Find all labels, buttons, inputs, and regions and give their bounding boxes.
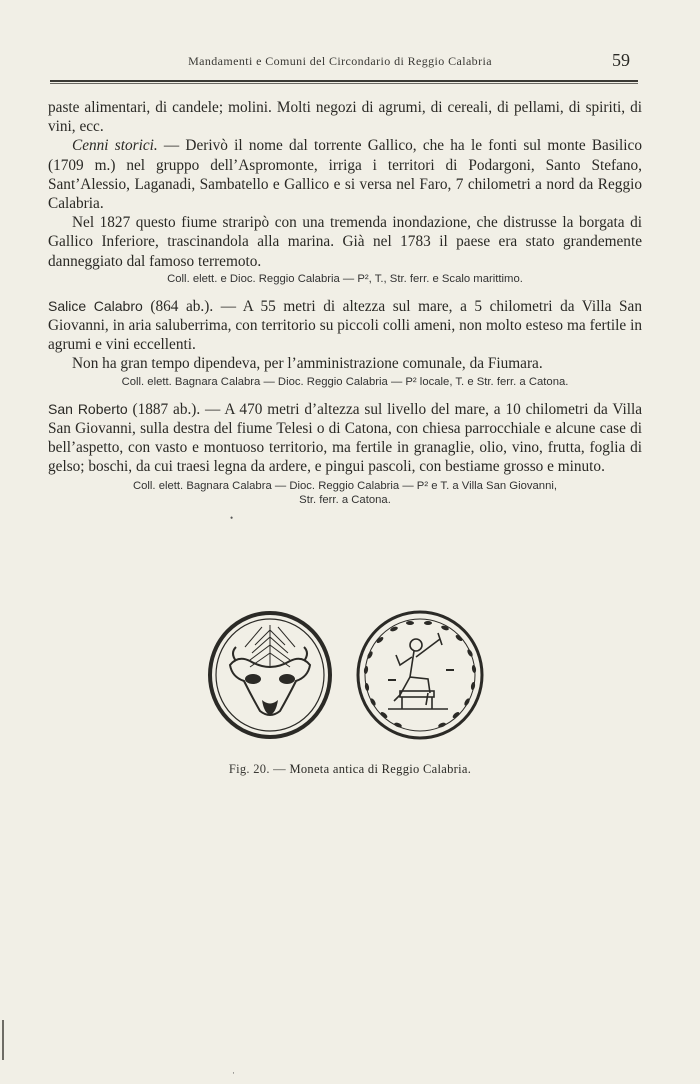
body-text [48, 98, 642, 508]
coin-illustration [200, 605, 500, 745]
page-edge-mark [2, 1020, 4, 1060]
running-title: Mandamenti e Comuni del Circondario di Reggio Calabria [188, 54, 492, 68]
running-head [50, 50, 630, 74]
entry-name: Salice Calabro [48, 297, 143, 314]
figure-caption-text: Moneta antica di Reggio Calabria. [289, 762, 472, 776]
reference-line-san-roberto-1: Coll. elett. Bagnara Calabra — Dioc. Reggio Calabria — P² e T. a Villa San Giovanni, [132, 480, 558, 493]
entry-extra: Non ha gran tempo dipendeva, per l’amministrazione comunale, da Fiumara. [72, 355, 543, 373]
figure-label: Fig. 20. — [228, 762, 286, 776]
entry-text: (864 ab.). — A 55 metri di altezza sul mare, a 5 chilometri da Villa San Giovanni, in aria saluberrima, con territorio su piccoli colli ameni, non molto esteso ma fertile in agrumi e vini eccellenti. [48, 297, 642, 354]
entry-san-roberto [48, 400, 642, 509]
ink-dot: • [230, 513, 234, 523]
entry-salice-calabro [48, 297, 642, 390]
entry-text: (1887 ab.). — A 470 metri d’altezza sul livello del mare, a 10 chilometri da Villa San Giovanni, sulla destra del fiume Telesi o di Catona, con chiesa parrocchiale e alcune case di bell’aspetto, con vasto e montuoso territorio, ma fertile in granaglie, olio, vino, frutta, foglia di gelso; boschi, da cui traesi legna da ardere, e pingui pascoli, con bestiame grosso e minuto. [48, 400, 642, 476]
entry-name: San Roberto [48, 400, 128, 417]
paragraph-commerce: paste alimentari, di candele; molini. Molti negozi di agrumi, di cereali, di pellami, di spiriti, di vini, ecc. [48, 99, 642, 136]
reference-line-gallico: Coll. elett. e Dioc. Reggio Calabria — P², T., Str. ferr. e Scalo marittimo. [167, 272, 523, 285]
reference-line-salice: Coll. elett. Bagnara Calabra — Dioc. Reggio Calabria — P² locale, T. e Str. ferr. a Catona. [121, 375, 569, 388]
coin-reverse [358, 612, 482, 738]
header-rule [50, 80, 638, 84]
paragraph-cenni-storici [48, 136, 642, 213]
section-heading: Cenni storici. [72, 137, 158, 155]
bottom-mark: · [232, 1068, 235, 1078]
coin-obverse [210, 613, 330, 737]
paragraph-flood: Nel 1827 questo fiume straripò con una tremenda inondazione, che distrusse la borgata di Gallico Inferiore, trascinandola alla marina. Già nel 1783 il paese era stato grandemente danneggiato dal famoso terremoto. [48, 214, 642, 270]
page-number: 59 [612, 50, 630, 70]
figure-caption [0, 762, 700, 777]
reference-line-san-roberto-2: Str. ferr. a Catona. [299, 494, 391, 507]
section-text: — Derivò il nome dal torrente Gallico, che ha le fonti sul monte Basilico (1709 m.) nel gruppo dell’Aspromonte, irriga i territori di Podargoni, Santo Stefano, Sant’Alessio, Laganadi, Sambatello e Gallico e si versa nel Faro, 7 chilometri a nord da Reggio Calabria. [48, 137, 642, 213]
